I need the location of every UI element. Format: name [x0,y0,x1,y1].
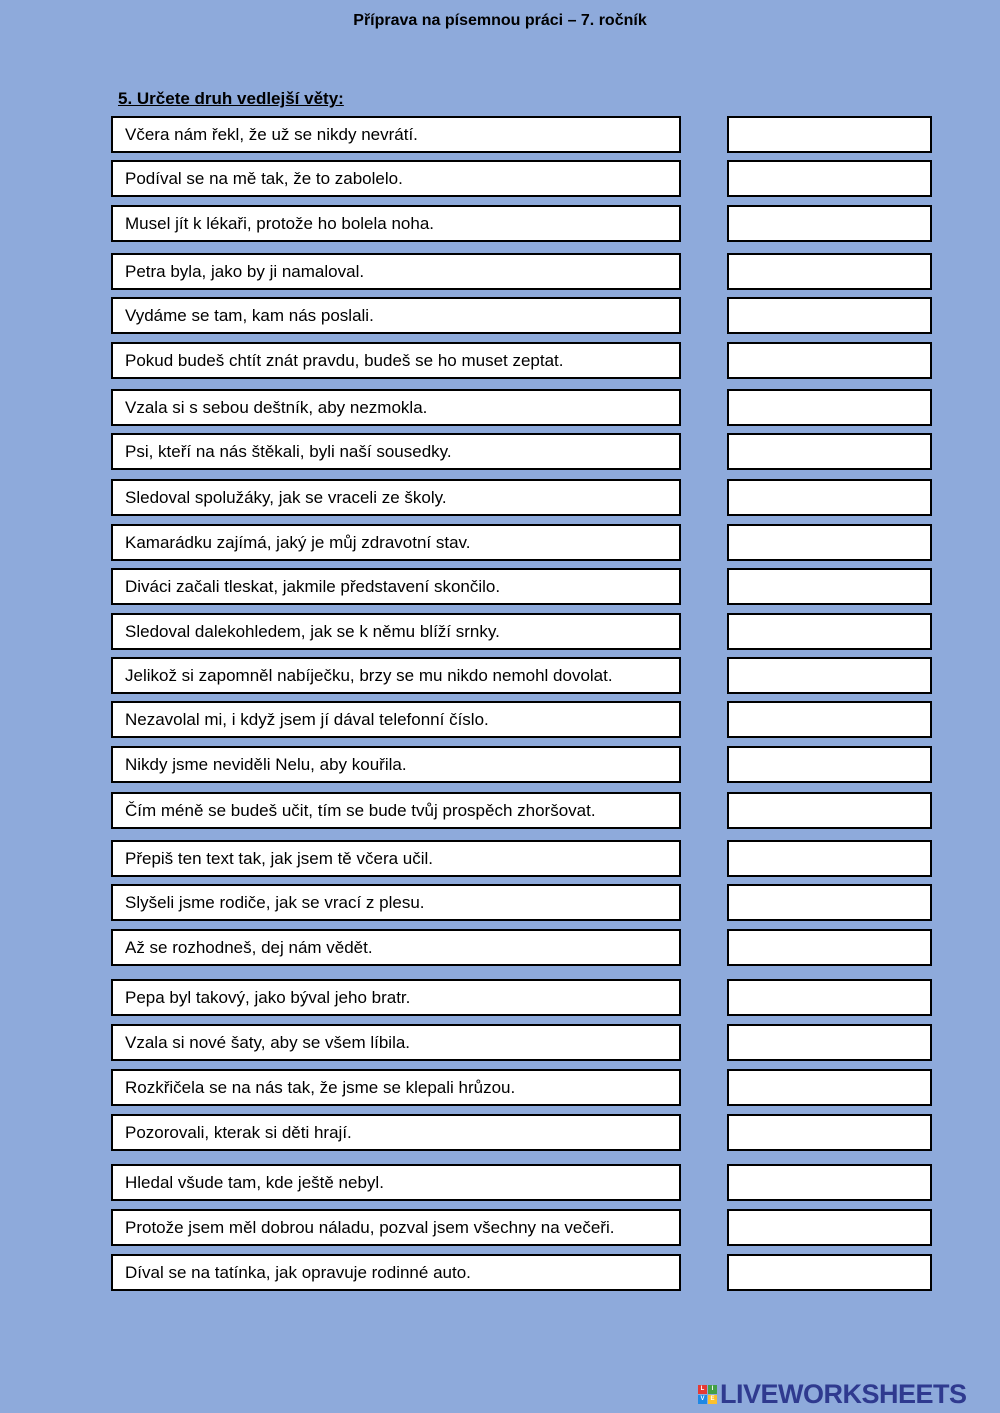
exercise-row [0,116,1000,153]
sentence-text: Pepa byl takový, jako býval jeho bratr. [111,979,681,1016]
brand-name: LIVEWORKSHEETS [720,1378,967,1409]
sentence-text: Kamarádku zajímá, jaký je můj zdravotní stav. [111,524,681,561]
sentence-text: Slyšeli jsme rodiče, jak se vrací z plesu. [111,884,681,921]
exercise-row [0,479,1000,516]
sentence-text: Sledoval spolužáky, jak se vraceli ze školy. [111,479,681,516]
exercise-row [0,1024,1000,1061]
answer-input[interactable] [727,884,932,921]
sentence-text: Rozkřičela se na nás tak, že jsme se klepali hrůzou. [111,1069,681,1106]
exercise-row [0,613,1000,650]
sentence-text: Čím méně se budeš učit, tím se bude tvůj prospěch zhoršovat. [111,792,681,829]
page-title: Příprava na písemnou práci – 7. ročník [353,12,647,29]
answer-input[interactable] [727,524,932,561]
exercise-row [0,389,1000,426]
sentence-text: Musel jít k lékaři, protože ho bolela noha. [111,205,681,242]
sentence-text: Díval se na tatínka, jak opravuje rodinné auto. [111,1254,681,1291]
answer-input[interactable] [727,701,932,738]
answer-input[interactable] [727,979,932,1016]
exercise-row [0,524,1000,561]
exercise-row [0,253,1000,290]
sentence-text: Protože jsem měl dobrou náladu, pozval jsem všechny na večeři. [111,1209,681,1246]
sentence-text: Vzala si s sebou deštník, aby nezmokla. [111,389,681,426]
exercise-row [0,657,1000,694]
exercise-row [0,1069,1000,1106]
sentence-text: Vzala si nové šaty, aby se všem líbila. [111,1024,681,1061]
sentence-text: Jelikož si zapomněl nabíječku, brzy se mu nikdo nemohl dovolat. [111,657,681,694]
exercise-row [0,1164,1000,1201]
answer-input[interactable] [727,1164,932,1201]
answer-input[interactable] [727,568,932,605]
answer-input[interactable] [727,792,932,829]
sentence-text: Psi, kteří na nás štěkali, byli naší sousedky. [111,433,681,470]
answer-input[interactable] [727,613,932,650]
sentence-text: Pokud budeš chtít znát pravdu, budeš se ho muset zeptat. [111,342,681,379]
logo-tile: V [698,1395,707,1404]
answer-input[interactable] [727,160,932,197]
answer-input[interactable] [727,297,932,334]
answer-input[interactable] [727,389,932,426]
sentence-text: Petra byla, jako by ji namaloval. [111,253,681,290]
logo-mark-icon [698,1385,717,1404]
sentence-text: Přepiš ten text tak, jak jsem tě včera učil. [111,840,681,877]
answer-input[interactable] [727,1209,932,1246]
exercise-row [0,979,1000,1016]
sentence-text: Hledal všude tam, kde ještě nebyl. [111,1164,681,1201]
exercise-row [0,884,1000,921]
sentence-text: Nezavolal mi, i když jsem jí dával telefonní číslo. [111,701,681,738]
sentence-text: Vydáme se tam, kam nás poslali. [111,297,681,334]
logo-tile: I [708,1385,717,1394]
liveworksheets-logo [698,1376,998,1412]
sentence-text: Podíval se na mě tak, že to zabolelo. [111,160,681,197]
answer-input[interactable] [727,1024,932,1061]
exercise-row [0,433,1000,470]
answer-input[interactable] [727,253,932,290]
exercise-row [0,342,1000,379]
exercise-row [0,746,1000,783]
task-title: 5. Určete druh vedlejší věty: [118,89,344,108]
sentence-text: Nikdy jsme neviděli Nelu, aby kouřila. [111,746,681,783]
answer-input[interactable] [727,1254,932,1291]
answer-input[interactable] [727,205,932,242]
exercise-row [0,205,1000,242]
sentence-text: Diváci začali tleskat, jakmile představení skončilo. [111,568,681,605]
exercise-row [0,1209,1000,1246]
answer-input[interactable] [727,657,932,694]
exercise-row [0,792,1000,829]
answer-input[interactable] [727,433,932,470]
exercise-row [0,840,1000,877]
sentence-text: Až se rozhodneš, dej nám vědět. [111,929,681,966]
answer-input[interactable] [727,342,932,379]
logo-tile: E [708,1395,717,1404]
answer-input[interactable] [727,929,932,966]
sentence-text: Pozorovali, kterak si děti hrají. [111,1114,681,1151]
answer-input[interactable] [727,746,932,783]
answer-input[interactable] [727,116,932,153]
answer-input[interactable] [727,840,932,877]
sentence-text: Včera nám řekl, že už se nikdy nevrátí. [111,116,681,153]
exercise-row [0,297,1000,334]
exercise-row [0,701,1000,738]
exercise-row [0,929,1000,966]
exercise-row [0,1114,1000,1151]
exercise-row [0,1254,1000,1291]
exercise-row [0,160,1000,197]
exercise-row [0,568,1000,605]
answer-input[interactable] [727,479,932,516]
sentence-text: Sledoval dalekohledem, jak se k němu blíží srnky. [111,613,681,650]
answer-input[interactable] [727,1069,932,1106]
logo-tile: L [698,1385,707,1394]
answer-input[interactable] [727,1114,932,1151]
